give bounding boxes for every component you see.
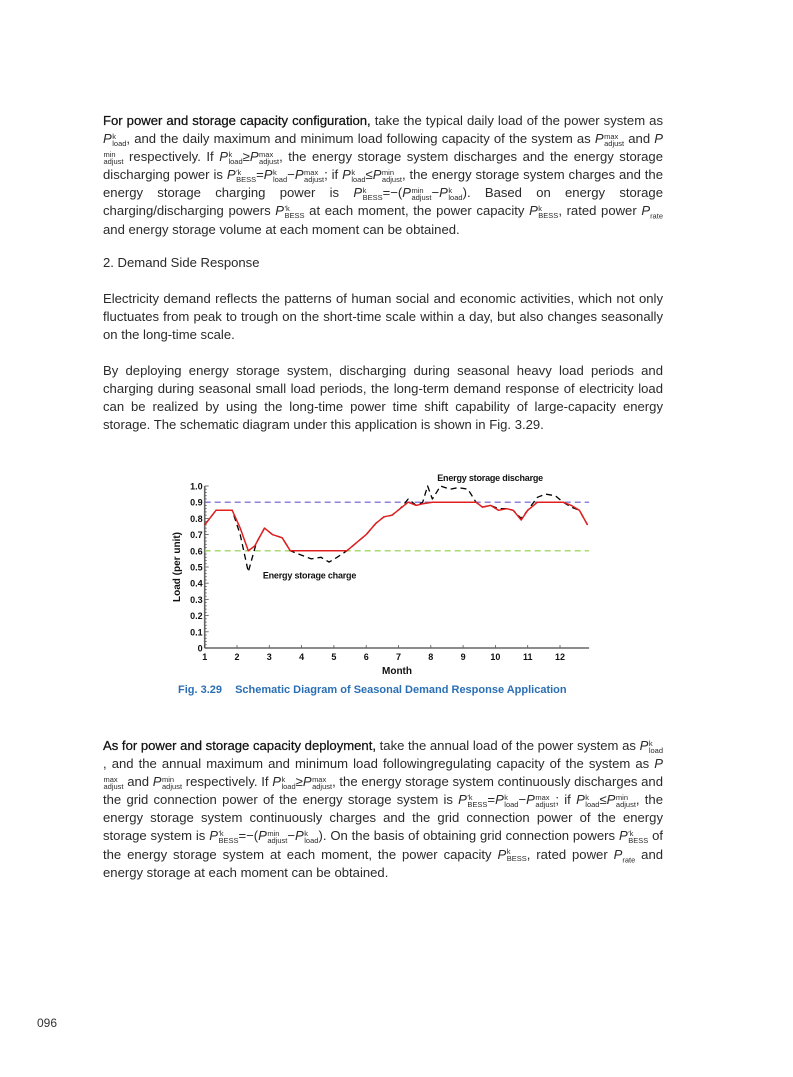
y-tick-label: 0.5 — [190, 562, 203, 573]
x-tick-label: 3 — [266, 652, 272, 662]
symbol-index: ′k BESS — [467, 792, 488, 809]
y-tick-label: 0.7 — [190, 530, 203, 541]
symbol-p: P — [226, 167, 236, 183]
text: , rated power — [526, 846, 614, 862]
symbol-p: P — [458, 792, 467, 808]
y-tick-label: 0.1 — [190, 627, 203, 638]
x-tick-label: 2 — [234, 652, 240, 662]
symbol-p: P — [295, 828, 304, 844]
symbol-geq: ≥ — [295, 774, 303, 790]
text: of the energy storage system at each moment, the power capacity — [103, 828, 663, 862]
symbol-index: max adjust — [312, 774, 333, 791]
symbol-p: P — [526, 792, 535, 808]
symbol-p: P — [402, 185, 411, 201]
text: take the annual load of the power system as — [376, 738, 640, 753]
page-number: 096 — [37, 1016, 58, 1030]
text: ; if — [555, 792, 577, 808]
symbol-index: k BESS — [362, 185, 383, 202]
text: , rated power — [558, 203, 642, 219]
x-tick-label: 1 — [202, 652, 208, 662]
text: , the energy storage system continuously charges and the grid connection power of the energy storage system is — [103, 792, 663, 844]
symbol-p: P — [219, 149, 228, 165]
chart-annotations — [263, 473, 543, 580]
symbol-p: P — [618, 828, 628, 844]
symbol-p: P — [613, 846, 623, 862]
symbol-p: P — [594, 131, 604, 147]
symbol-index: max adjust — [535, 792, 556, 809]
paragraph-deployment: By deploying energy storage system, discharging during seasonal heavy load periods and charging during seasonal small load periods, the long-term demand response of electricity load can be realized by using the long-time power time shift capability of large-capacity energy storage. The schematic diagram under this application is shown in Fig. 3.29. — [103, 363, 663, 433]
y-tick-label: 0.2 — [190, 611, 203, 622]
x-tick-label: 5 — [331, 652, 337, 662]
x-tick-label: 8 — [428, 652, 434, 662]
symbol-index: k load — [272, 167, 288, 184]
text: , the energy storage system charges and the energy storage charging power is — [103, 167, 663, 201]
symbol-index: k load — [281, 774, 296, 791]
chart-annotation: Energy storage charge — [262, 570, 357, 581]
symbol-index: k load — [228, 149, 243, 166]
text: at each moment, the power capacity — [304, 203, 530, 219]
symbol-minus: − — [431, 185, 440, 201]
text: take the typical daily load of the power system as — [370, 113, 663, 128]
symbol-leq: ≤ — [365, 167, 373, 183]
figure-number: Fig. 3.29 — [178, 684, 223, 696]
symbol-minus: − — [287, 828, 296, 844]
symbol-p: P — [294, 167, 304, 183]
symbol-neg-open: =−( — [382, 185, 403, 201]
y-tick-label: 0.6 — [190, 546, 203, 557]
symbol-p: P — [641, 203, 651, 219]
text: respectively. If — [182, 774, 273, 790]
y-tick-label: 0.3 — [190, 594, 203, 605]
series-line — [205, 486, 588, 572]
symbol-index: k load — [648, 738, 663, 755]
text: and energy storage volume at each moment can be obtained. — [103, 221, 460, 237]
text: , the energy storage system discharges and the energy storage discharging power is — [103, 149, 663, 183]
symbol-index: k BESS — [506, 847, 527, 864]
symbol-neg-open: =−( — [238, 828, 259, 844]
symbol-p: P — [529, 203, 538, 219]
symbol-close: ) — [318, 828, 323, 844]
symbol-p: P — [258, 828, 267, 844]
symbol-index: max adjust — [103, 774, 124, 791]
series-line — [205, 502, 588, 551]
symbol-index: max adjust — [304, 167, 325, 184]
paragraph-lead: For power and storage capacity configuration, — [103, 113, 371, 128]
symbol-eq: = — [487, 792, 496, 808]
symbol-minus: − — [287, 167, 295, 183]
chart-annotation: Energy storage discharge — [437, 473, 544, 484]
symbol-index: ′k BESS — [218, 829, 239, 846]
symbol-p: P — [342, 167, 351, 183]
symbol-index: min adjust — [267, 829, 288, 846]
symbol-close: ) — [462, 185, 467, 201]
symbol-minus: − — [518, 792, 527, 808]
paragraph-lead: As for power and storage capacity deployment, — [103, 738, 376, 753]
symbol-p: P — [639, 738, 649, 753]
symbol-index: min adjust — [615, 792, 636, 809]
symbol-index: k BESS — [538, 204, 559, 221]
symbol-index: ′k BESS — [628, 829, 649, 846]
y-tick-label: 0.8 — [190, 513, 203, 524]
symbol-p: P — [372, 167, 382, 183]
symbol-index: min adjust — [103, 149, 124, 166]
text: and — [123, 774, 153, 790]
symbol-index: min adjust — [381, 167, 402, 184]
symbol-p: P — [152, 774, 162, 790]
y-tick-label: 0.9 — [190, 497, 203, 508]
symbol-index: k load — [448, 185, 463, 202]
text: . On the basis of obtaining grid connection powers — [322, 828, 619, 844]
x-tick-label: 10 — [490, 652, 501, 662]
figure-caption — [178, 684, 567, 696]
paragraph-demand-intro: Electricity demand reflects the patterns of human social and economic activities, which not only fluctuates from peak to trough on the short-time scale within a day, but also changes seasonally on the long-time scale. — [103, 291, 663, 343]
y-tick-label: 0 — [197, 643, 203, 654]
x-tick-label: 9 — [460, 652, 466, 662]
symbol-geq: ≥ — [242, 149, 250, 165]
symbol-p: P — [263, 167, 273, 183]
text: , the energy storage system continuously discharges and the grid connection power of the energy storage system is — [103, 774, 663, 808]
symbol-p: P — [302, 774, 312, 790]
figure-title: Schematic Diagram of Seasonal Demand Response Application — [235, 684, 567, 696]
y-tick-label: 0.4 — [190, 578, 203, 589]
text: and — [624, 131, 655, 147]
x-tick-label: 6 — [363, 652, 369, 662]
symbol-leq: ≤ — [599, 792, 607, 808]
symbol-p: P — [275, 203, 285, 219]
text: , and the annual maximum and minimum load followingregulating capacity of the system as — [103, 756, 655, 772]
symbol-index: k load — [351, 167, 366, 184]
symbol-index: k load — [304, 829, 319, 846]
symbol-p: P — [249, 149, 259, 165]
symbol-p: P — [439, 185, 448, 201]
symbol-p: P — [209, 828, 218, 844]
reference-lines — [205, 502, 589, 551]
symbol-p: P — [606, 792, 616, 808]
symbol-sub: rate — [650, 212, 663, 222]
symbol-p: P — [495, 792, 504, 808]
symbol-p: P — [497, 846, 507, 862]
text: . Based on energy storage charging/discharging powers — [103, 185, 663, 219]
symbol-sub: rate — [622, 855, 636, 865]
symbol-index: max adjust — [604, 131, 625, 148]
chart-series — [205, 486, 588, 572]
symbol-index: min adjust — [411, 185, 432, 202]
symbol-index: max adjust — [259, 149, 280, 166]
symbol-index: min adjust — [162, 774, 183, 791]
y-tick-label: 1.0 — [190, 481, 203, 492]
symbol-p: P — [272, 774, 281, 790]
symbol-index: k load — [112, 131, 127, 148]
x-tick-label: 7 — [395, 652, 402, 662]
symbol-eq: = — [256, 167, 264, 183]
symbol-p: P — [654, 756, 663, 772]
text: and energy storage at each moment can be obtained. — [103, 846, 664, 880]
y-axis-label: Load (per unit) — [172, 532, 183, 602]
x-axis-label: Month — [382, 666, 412, 677]
paragraph-capacity-deployment — [103, 737, 663, 882]
symbol-index: ′k BESS — [284, 204, 305, 221]
x-tick-label: 4 — [299, 652, 305, 662]
text: ; if — [324, 167, 343, 183]
x-tick-label: 12 — [554, 652, 566, 662]
section-heading: 2. Demand Side Response — [103, 255, 260, 270]
text: , and the daily maximum and minimum load following capacity of the system as — [126, 131, 595, 147]
symbol-index: ′k BESS — [236, 167, 257, 184]
text: respectively. If — [123, 149, 220, 165]
symbol-index: k load — [585, 792, 600, 809]
symbol-p: P — [576, 792, 585, 808]
x-tick-label: 11 — [522, 652, 533, 662]
symbol-index: k load — [504, 792, 519, 809]
symbol-p: P — [654, 131, 663, 147]
symbol-p: P — [103, 131, 112, 147]
symbol-p: P — [353, 185, 363, 201]
